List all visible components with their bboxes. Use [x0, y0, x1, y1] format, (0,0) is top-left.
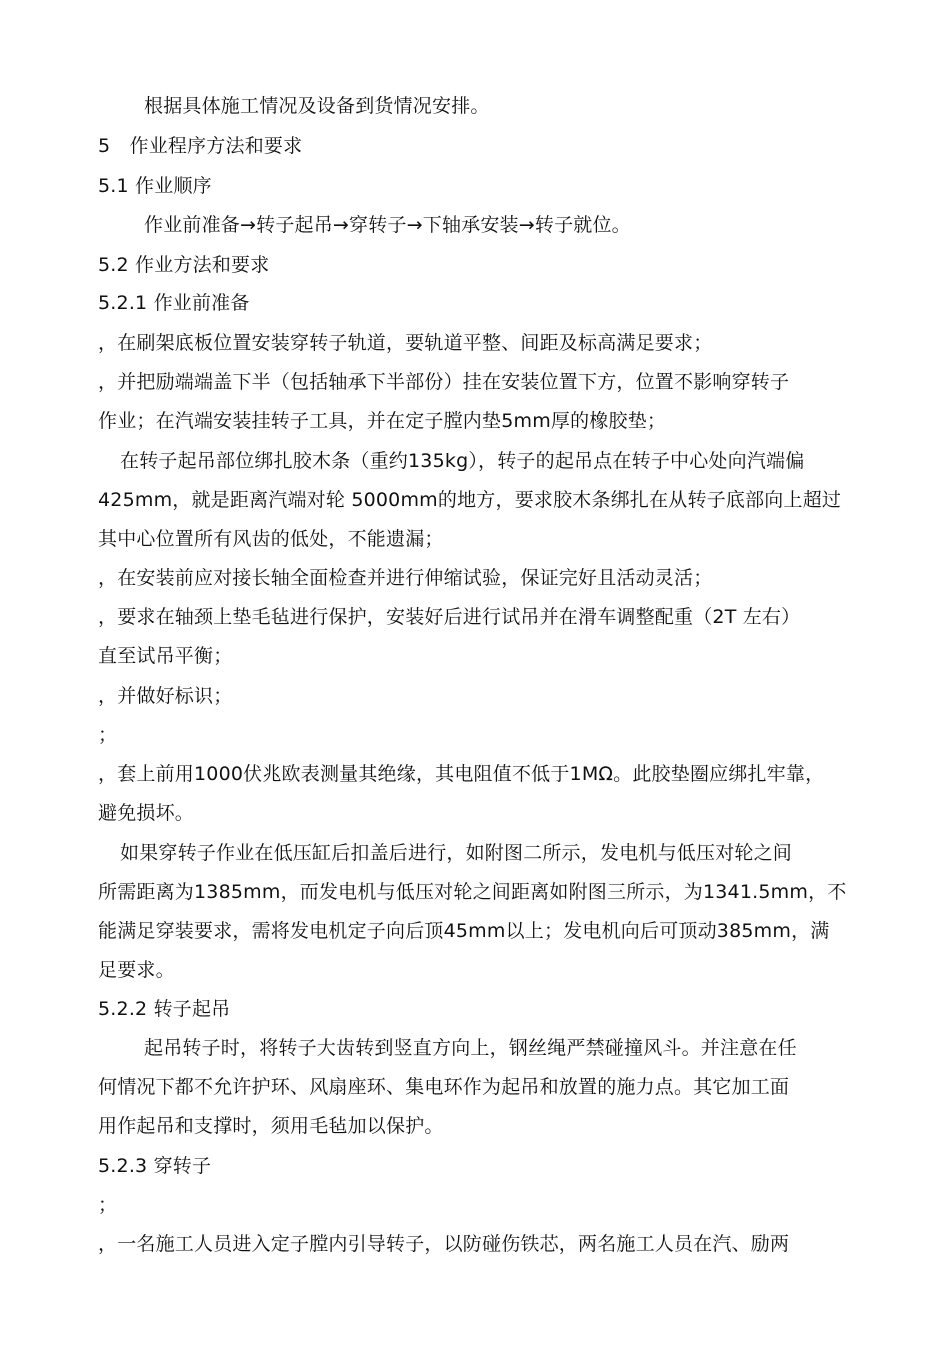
- paragraph-line: 根据具体施工情况及设备到货情况安排。: [144, 95, 490, 117]
- paragraph-line: 避免损坏。: [98, 802, 195, 824]
- paragraph-line: ，并做好标识；: [98, 685, 233, 707]
- paragraph-line: 足要求。: [98, 959, 175, 981]
- section-heading: 5.2.1 作业前准备: [98, 292, 250, 314]
- paragraph-line: ；: [98, 724, 118, 746]
- section-heading: 5.2.3 穿转子: [98, 1155, 212, 1177]
- paragraph-line: 能满足穿装要求，需将发电机定子向后顶45mm以上；发电机向后可顶动385mm，满: [98, 920, 830, 942]
- paragraph-line: 其中心位置所有风齿的低处，不能遗漏；: [98, 528, 444, 550]
- paragraph-line: 425mm，就是距离汽端对轮 5000mm的地方，要求胶木条绑扎在从转子底部向上超过: [98, 489, 842, 511]
- paragraph-line: 如果穿转子作业在低压缸后扣盖后进行，如附图二所示，发电机与低压对轮之间: [120, 842, 793, 864]
- section-heading: 5 作业程序方法和要求: [98, 135, 303, 157]
- paragraph-line: ，并把励端端盖下半（包括轴承下半部份）挂在安装位置下方，位置不影响穿转子: [98, 371, 790, 393]
- paragraph-line: ；: [98, 1194, 118, 1216]
- paragraph-line: ，一名施工人员进入定子膛内引导转子，以防碰伤铁芯，两名施工人员在汽、励两: [98, 1233, 790, 1255]
- section-heading: 5.2.2 转子起吊: [98, 998, 231, 1020]
- paragraph-line: 何情况下都不允许护环、风扇座环、集电环作为起吊和放置的施力点。其它加工面: [98, 1076, 790, 1098]
- paragraph-line: 作业前准备→转子起吊→穿转子→下轴承安装→转子就位。: [144, 214, 631, 236]
- paragraph-line: 作业；在汽端安装挂转子工具，并在定子膛内垫5mm厚的橡胶垫；: [98, 410, 667, 432]
- paragraph-line: 直至试吊平衡；: [98, 645, 233, 667]
- section-heading: 5.1 作业顺序: [98, 175, 212, 197]
- paragraph-line: 所需距离为1385mm，而发电机与低压对轮之间距离如附图三所示，为1341.5mm，不: [98, 881, 847, 903]
- paragraph-line: ，在刷架底板位置安装穿转子轨道，要轨道平整、间距及标高满足要求；: [98, 332, 713, 354]
- paragraph-line: ，要求在轴颈上垫毛毡进行保护，安装好后进行试吊并在滑车调整配重（2T 左右）: [98, 606, 801, 628]
- paragraph-line: ，在安装前应对接长轴全面检查并进行伸缩试验，保证完好且活动灵活；: [98, 567, 713, 589]
- section-heading: 5.2 作业方法和要求: [98, 254, 270, 276]
- paragraph-line: 起吊转子时，将转子大齿转到竖直方向上，钢丝绳严禁碰撞风斗。并注意在任: [144, 1037, 797, 1059]
- paragraph-line: 用作起吊和支撑时，须用毛毡加以保护。: [98, 1115, 444, 1137]
- paragraph-line: 在转子起吊部位绑扎胶木条（重约135kg），转子的起吊点在转子中心处向汽端偏: [120, 450, 805, 472]
- paragraph-line: ，套上前用1000伏兆欧表测量其绝缘，其电阻值不低于1MΩ。此胶垫圈应绑扎牢靠，: [98, 763, 825, 785]
